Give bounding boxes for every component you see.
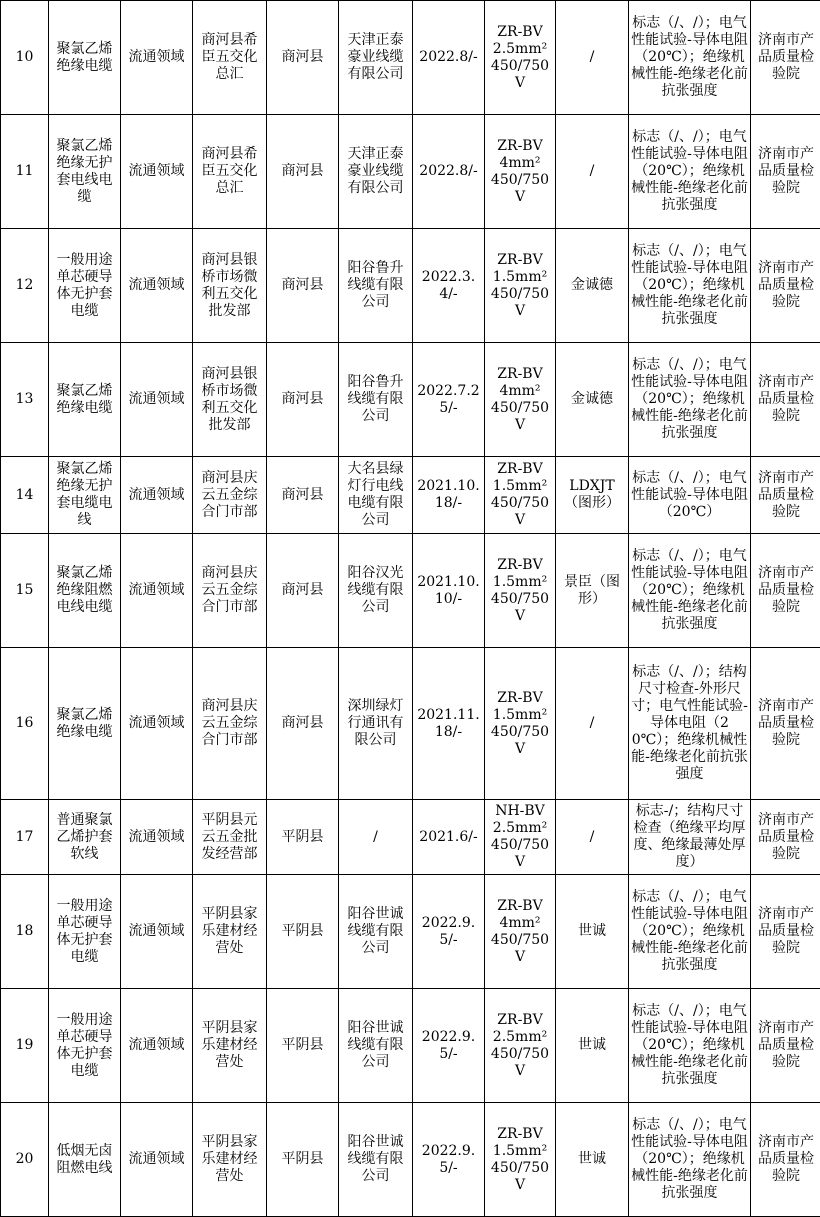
- production-date-cell: 2022.8/-: [413, 115, 485, 229]
- trademark-cell: 世诚: [556, 1103, 629, 1217]
- production-date-cell: 2022.9.5/-: [413, 1103, 485, 1217]
- failed-items-cell: 标志（/、/）；电气性能试验-导体电阻（20℃）；绝缘机械性能-绝缘老化前抗张强度: [629, 534, 751, 648]
- row-number-cell: 15: [1, 534, 49, 648]
- inspection-lab-cell: 济南市产品质量检验院: [751, 648, 820, 800]
- trademark-cell: 金诚德: [556, 229, 629, 343]
- spec-model: ZR-BV: [497, 461, 543, 477]
- failed-items-cell: 标志（/、/）；电气性能试验-导体电阻（20℃）；绝缘机械性能-绝缘老化前抗张强度: [629, 875, 751, 989]
- specification-cell: [485, 648, 556, 800]
- production-date-cell: 2022.7.25/-: [413, 343, 485, 457]
- trademark-cell: /: [556, 1, 629, 115]
- sampling-field-cell: 流通领域: [121, 457, 193, 534]
- specification-cell: [485, 800, 556, 875]
- seller-cell: 商河县希臣五交化总汇: [193, 115, 267, 229]
- seller-cell: 商河县庆云五金综合门市部: [193, 534, 267, 648]
- row-number-cell: 19: [1, 989, 49, 1103]
- region-cell: 平阴县: [267, 989, 339, 1103]
- table-row: [1, 1, 820, 115]
- production-date-cell: 2021.10.10/-: [413, 534, 485, 648]
- seller-cell: 平阴县家乐建材经营处: [193, 875, 267, 989]
- spec-voltage: 450/750V: [490, 495, 550, 528]
- trademark-cell: 景臣（图形）: [556, 534, 629, 648]
- product-name-cell: 普通聚氯乙烯护套软线: [49, 800, 121, 875]
- spec-cross-section: 2.5mm²: [492, 40, 548, 57]
- production-date-cell: 2022.3.4/-: [413, 229, 485, 343]
- specification-cell: [485, 875, 556, 989]
- table-row: [1, 1103, 820, 1217]
- trademark-cell: LDXJT（图形）: [556, 457, 629, 534]
- product-name-cell: 一般用途单芯硬导体无护套电缆: [49, 229, 121, 343]
- specification-cell: [485, 343, 556, 457]
- table-row: [1, 343, 820, 457]
- spec-model: ZR-BV: [497, 137, 543, 154]
- table-row: [1, 800, 820, 875]
- inspection-lab-cell: 济南市产品质量检验院: [751, 875, 820, 989]
- product-name-cell: 聚氯乙烯绝缘无护套电缆电线: [49, 457, 121, 534]
- region-cell: 商河县: [267, 115, 339, 229]
- spec-cross-section: 2.5mm²: [492, 1028, 548, 1045]
- table-row: [1, 648, 820, 800]
- product-name-cell: 聚氯乙烯绝缘无护套电线电缆: [49, 115, 121, 229]
- spec-model: ZR-BV: [497, 897, 543, 914]
- spec-voltage: 450/750V: [490, 171, 550, 205]
- failed-items-cell: 标志（/、/）；电气性能试验-导体电阻（20℃）；绝缘机械性能-绝缘老化前抗张强度: [629, 229, 751, 343]
- table-row: [1, 875, 820, 989]
- spec-model: ZR-BV: [497, 689, 543, 706]
- failed-items-cell: 标志（/、/）；电气性能试验-导体电阻（20℃）；绝缘机械性能-绝缘老化前抗张强度: [629, 989, 751, 1103]
- specification-cell: [485, 229, 556, 343]
- spec-model: ZR-BV: [497, 556, 543, 573]
- row-number-cell: 14: [1, 457, 49, 534]
- region-cell: 商河县: [267, 229, 339, 343]
- spec-cross-section: 4mm²: [499, 914, 541, 931]
- inspection-lab-cell: 济南市产品质量检验院: [751, 229, 820, 343]
- manufacturer-cell: 阳谷鲁升线缆有限公司: [339, 343, 413, 457]
- product-name-cell: 低烟无卤阻燃电线: [49, 1103, 121, 1217]
- spec-cross-section: 1.5mm²: [492, 478, 548, 494]
- trademark-cell: 金诚德: [556, 343, 629, 457]
- sampling-field-cell: 流通领域: [121, 989, 193, 1103]
- spec-voltage: 450/750V: [490, 723, 550, 757]
- spec-cross-section: 1.5mm²: [492, 706, 548, 723]
- production-date-cell: 2021.11.18/-: [413, 648, 485, 800]
- sampling-field-cell: 流通领域: [121, 648, 193, 800]
- failed-items-cell: 标志（/、/）；电气性能试验-导体电阻（20℃）；绝缘机械性能-绝缘老化前抗张强度: [629, 1, 751, 115]
- seller-cell: 商河县庆云五金综合门市部: [193, 648, 267, 800]
- spec-voltage: 450/750V: [490, 1159, 550, 1193]
- spec-cross-section: 1.5mm²: [492, 1142, 548, 1159]
- sampling-field-cell: 流通领域: [121, 875, 193, 989]
- seller-cell: 平阴县元云五金批发经营部: [193, 800, 267, 875]
- spec-voltage: 450/750V: [490, 399, 550, 433]
- product-name-cell: 一般用途单芯硬导体无护套电缆: [49, 989, 121, 1103]
- row-number-cell: 13: [1, 343, 49, 457]
- specification-cell: [485, 115, 556, 229]
- manufacturer-cell: 大名县绿灯行电线电缆有限公司: [339, 457, 413, 534]
- row-number-cell: 20: [1, 1103, 49, 1217]
- spec-model: ZR-BV: [497, 251, 543, 268]
- inspection-lab-cell: 济南市产品质量检验院: [751, 800, 820, 875]
- production-date-cell: 2021.10.18/-: [413, 457, 485, 534]
- spec-model: ZR-BV: [497, 1125, 543, 1142]
- row-number-cell: 18: [1, 875, 49, 989]
- row-number-cell: 17: [1, 800, 49, 875]
- inspection-lab-cell: 济南市产品质量检验院: [751, 989, 820, 1103]
- manufacturer-cell: 天津正泰豪业线缆有限公司: [339, 1, 413, 115]
- table-row: [1, 534, 820, 648]
- table-row: [1, 229, 820, 343]
- manufacturer-cell: 阳谷汉光线缆有限公司: [339, 534, 413, 648]
- inspection-lab-cell: 济南市产品质量检验院: [751, 115, 820, 229]
- failed-items-cell: 标志（/、/）；结构尺寸检查-外形尺寸；电气性能试验-导体电阻（20℃）；绝缘机械性能-绝缘老化前抗张强度: [629, 648, 751, 800]
- region-cell: 商河县: [267, 648, 339, 800]
- sampling-field-cell: 流通领域: [121, 343, 193, 457]
- inspection-lab-cell: 济南市产品质量检验院: [751, 1103, 820, 1217]
- seller-cell: 平阴县家乐建材经营处: [193, 989, 267, 1103]
- sampling-field-cell: 流通领域: [121, 229, 193, 343]
- trademark-cell: 世诚: [556, 875, 629, 989]
- spec-model: ZR-BV: [497, 365, 543, 382]
- inspection-lab-cell: 济南市产品质量检验院: [751, 457, 820, 534]
- sampling-field-cell: 流通领域: [121, 1, 193, 115]
- region-cell: 商河县: [267, 457, 339, 534]
- specification-cell: [485, 534, 556, 648]
- failed-items-cell: 标志（/、/）；电气性能试验-导体电阻（20℃）；绝缘机械性能-绝缘老化前抗张强度: [629, 1103, 751, 1217]
- region-cell: 商河县: [267, 534, 339, 648]
- product-name-cell: 聚氯乙烯绝缘电缆: [49, 648, 121, 800]
- inspection-lab-cell: 济南市产品质量检验院: [751, 1, 820, 115]
- product-name-cell: 聚氯乙烯绝缘电缆: [49, 1, 121, 115]
- row-number-cell: 12: [1, 229, 49, 343]
- production-date-cell: 2022.8/-: [413, 1, 485, 115]
- inspection-lab-cell: 济南市产品质量检验院: [751, 534, 820, 648]
- failed-items-cell: 标志（/、/）；电气性能试验-导体电阻（20℃）: [629, 457, 751, 534]
- sampling-field-cell: 流通领域: [121, 534, 193, 648]
- spec-cross-section: 2.5mm²: [492, 820, 548, 836]
- row-number-cell: 10: [1, 1, 49, 115]
- seller-cell: 商河县银桥市场微利五交化批发部: [193, 343, 267, 457]
- manufacturer-cell: 天津正泰豪业线缆有限公司: [339, 115, 413, 229]
- trademark-cell: 世诚: [556, 989, 629, 1103]
- spec-model: NH-BV: [495, 803, 545, 819]
- product-name-cell: 一般用途单芯硬导体无护套电缆: [49, 875, 121, 989]
- spec-voltage: 450/750V: [490, 57, 550, 91]
- failed-items-cell: 标志-/；结构尺寸检查（绝缘平均厚度、绝缘最薄处厚度）: [629, 800, 751, 875]
- specification-cell: [485, 457, 556, 534]
- spec-model: ZR-BV: [497, 23, 543, 40]
- manufacturer-cell: /: [339, 800, 413, 875]
- row-number-cell: 11: [1, 115, 49, 229]
- spec-voltage: 450/750V: [490, 590, 550, 624]
- seller-cell: 商河县希臣五交化总汇: [193, 1, 267, 115]
- spec-voltage: 450/750V: [490, 1045, 550, 1079]
- manufacturer-cell: 阳谷鲁升线缆有限公司: [339, 229, 413, 343]
- row-number-cell: 16: [1, 648, 49, 800]
- production-date-cell: 2022.9.5/-: [413, 875, 485, 989]
- seller-cell: 商河县银桥市场微利五交化批发部: [193, 229, 267, 343]
- region-cell: 商河县: [267, 343, 339, 457]
- spec-cross-section: 4mm²: [499, 382, 541, 399]
- product-name-cell: 聚氯乙烯绝缘阻燃电线电缆: [49, 534, 121, 648]
- region-cell: 商河县: [267, 1, 339, 115]
- manufacturer-cell: 阳谷世诚线缆有限公司: [339, 989, 413, 1103]
- spec-cross-section: 1.5mm²: [492, 268, 548, 285]
- specification-cell: [485, 1103, 556, 1217]
- spec-voltage: 450/750V: [490, 837, 550, 870]
- trademark-cell: /: [556, 115, 629, 229]
- production-date-cell: 2021.6/-: [413, 800, 485, 875]
- spec-voltage: 450/750V: [490, 285, 550, 319]
- failed-items-cell: 标志（/、/）；电气性能试验-导体电阻（20℃）；绝缘机械性能-绝缘老化前抗张强度: [629, 343, 751, 457]
- sampling-field-cell: 流通领域: [121, 115, 193, 229]
- manufacturer-cell: 深圳绿灯行通讯有限公司: [339, 648, 413, 800]
- region-cell: 平阴县: [267, 1103, 339, 1217]
- failed-items-cell: 标志（/、/）；电气性能试验-导体电阻（20℃）；绝缘机械性能-绝缘老化前抗张强度: [629, 115, 751, 229]
- spec-model: ZR-BV: [497, 1011, 543, 1028]
- spec-cross-section: 1.5mm²: [492, 573, 548, 590]
- inspection-lab-cell: 济南市产品质量检验院: [751, 343, 820, 457]
- manufacturer-cell: 阳谷世诚线缆有限公司: [339, 875, 413, 989]
- specification-cell: [485, 989, 556, 1103]
- table-row: [1, 457, 820, 534]
- seller-cell: 商河县庆云五金综合门市部: [193, 457, 267, 534]
- seller-cell: 平阴县家乐建材经营处: [193, 1103, 267, 1217]
- specification-cell: [485, 1, 556, 115]
- spec-voltage: 450/750V: [490, 931, 550, 965]
- trademark-cell: /: [556, 648, 629, 800]
- spec-cross-section: 4mm²: [499, 154, 541, 171]
- table-row: [1, 989, 820, 1103]
- production-date-cell: 2022.9.5/-: [413, 989, 485, 1103]
- trademark-cell: /: [556, 800, 629, 875]
- region-cell: 平阴县: [267, 875, 339, 989]
- table-row: [1, 115, 820, 229]
- sampling-field-cell: 流通领域: [121, 800, 193, 875]
- sampling-field-cell: 流通领域: [121, 1103, 193, 1217]
- product-name-cell: 聚氯乙烯绝缘电缆: [49, 343, 121, 457]
- region-cell: 平阴县: [267, 800, 339, 875]
- manufacturer-cell: 阳谷世诚线缆有限公司: [339, 1103, 413, 1217]
